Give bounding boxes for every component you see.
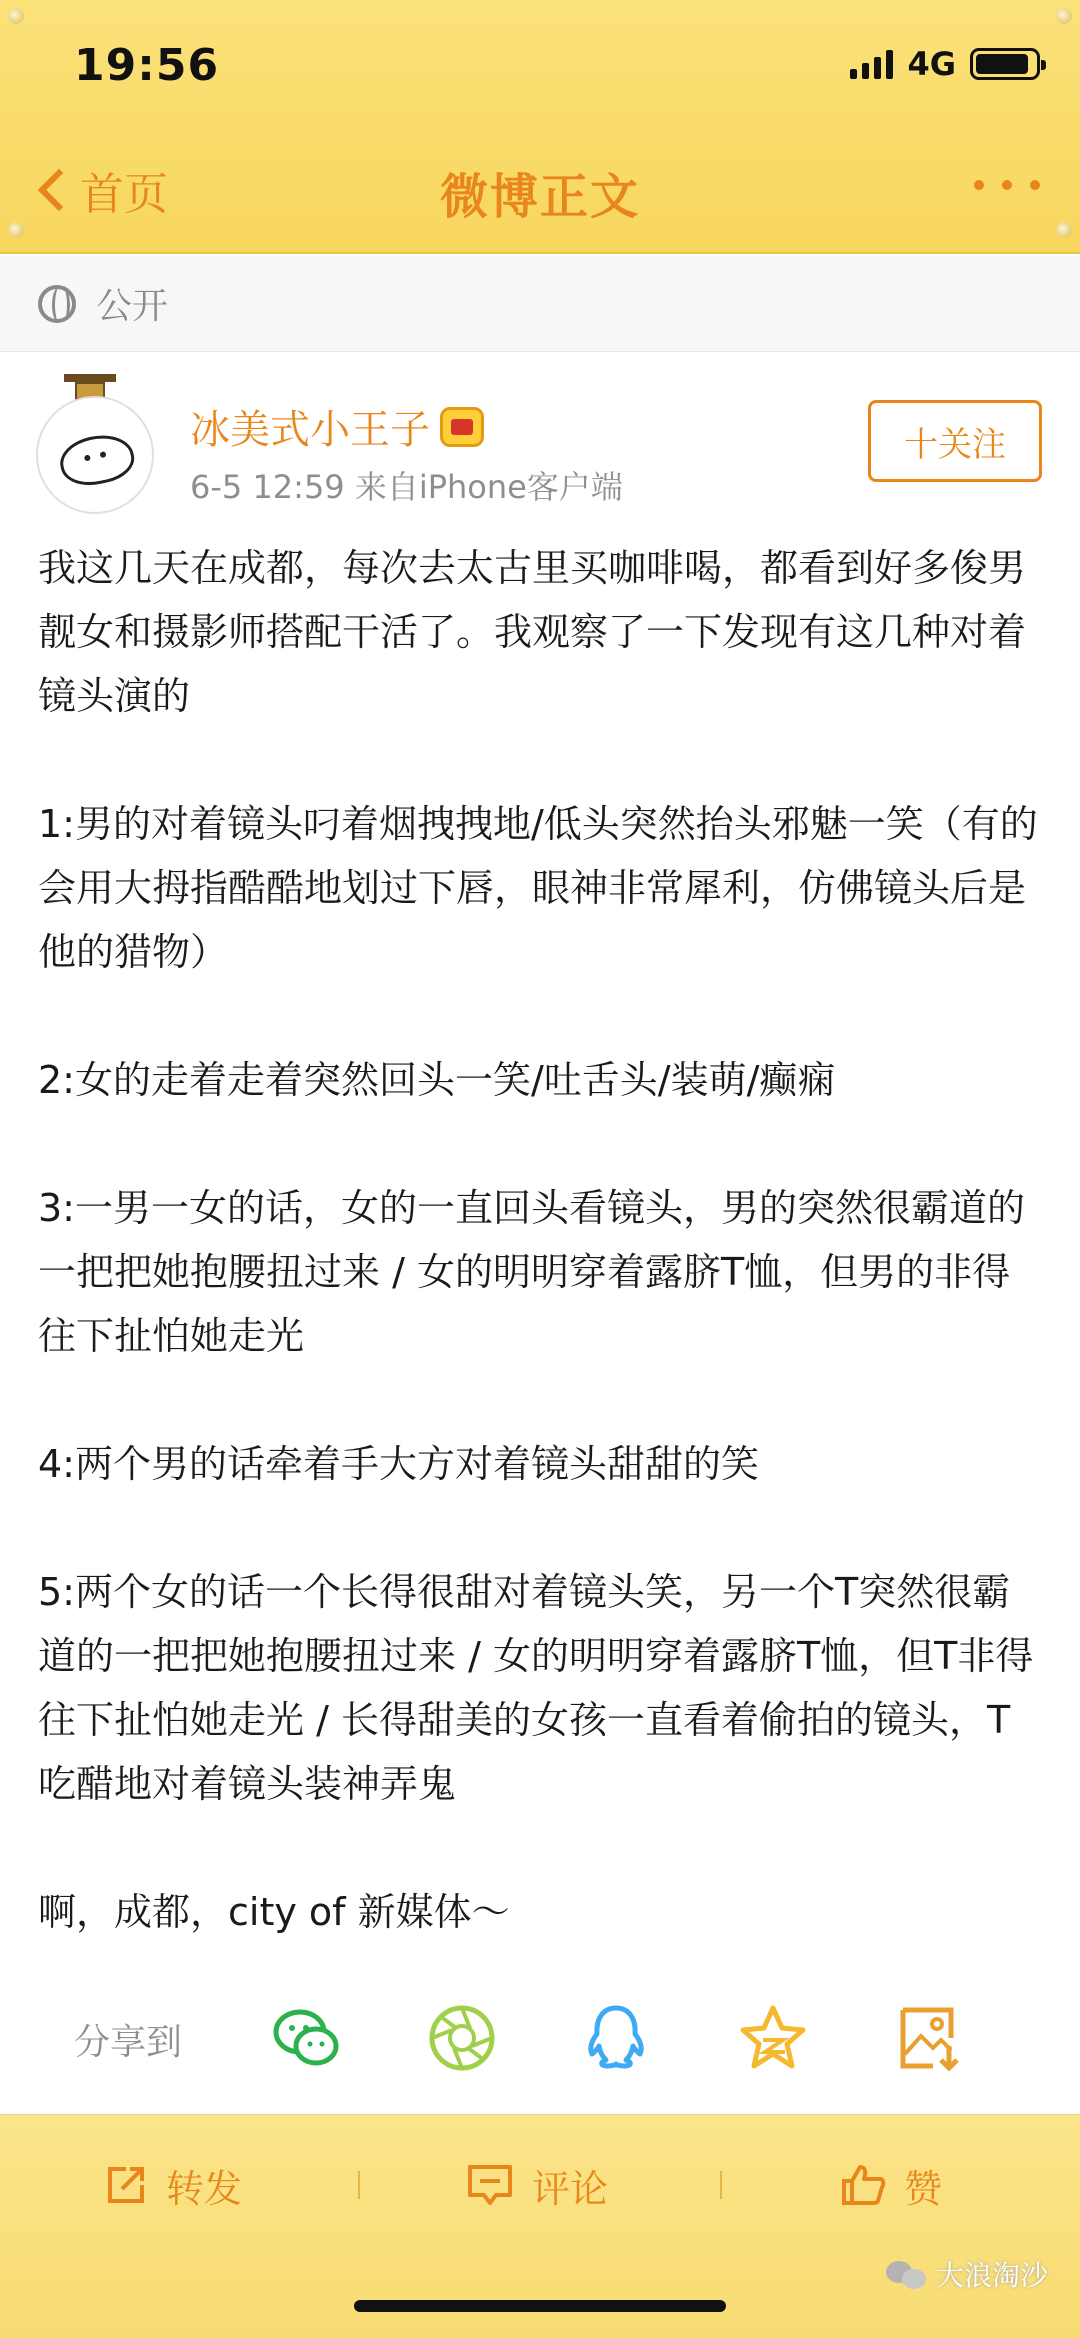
comment-icon — [466, 2163, 514, 2207]
wechat-official-icon — [886, 2257, 926, 2291]
repost-button[interactable] — [104, 2153, 242, 2217]
author-name[interactable]: 冰美式小王子 — [190, 407, 430, 453]
more-button[interactable] — [974, 180, 1040, 190]
repost-label: 转发 — [166, 2166, 243, 2211]
follow-button[interactable]: 十关注 — [868, 400, 1042, 482]
rivet-decoration — [8, 8, 24, 24]
save-image-icon[interactable] — [893, 2002, 965, 2074]
avatar-drawing — [56, 429, 138, 491]
qq-icon[interactable] — [580, 2002, 652, 2074]
post-content — [38, 536, 1048, 1944]
post-paragraph: 1:男的对着镜头叼着烟拽拽地/低头突然抬头邪魅一笑（有的会用大拇指酷酷地划过下唇，眼神非常犀利，仿佛镜头后是他的猎物） — [38, 802, 1038, 974]
top-bar — [0, 0, 1080, 254]
watermark-text: 大浪淘沙 — [935, 2259, 1048, 2292]
moments-icon[interactable] — [426, 2002, 498, 2074]
like-button[interactable] — [840, 2153, 942, 2217]
back-label: 首页 — [80, 169, 168, 220]
post-meta: 6-5 12:59 来自iPhone客户端 — [190, 468, 623, 506]
vip-crown-icon[interactable] — [440, 407, 484, 447]
qzone-icon[interactable] — [737, 2002, 809, 2074]
share-row — [0, 1990, 1080, 2086]
post-paragraph: 2:女的走着走着突然回头一笑/吐舌头/装萌/癫痫 — [38, 1058, 836, 1102]
comment-label: 评论 — [532, 2166, 609, 2211]
post-paragraph: 5:两个女的话一个长得很甜对着镜头笑，另一个T突然很霸道的一把把她抱腰扭过来 / 女的明明穿着露脐T恤，但T非得往下扯怕她走光 / 长得甜美的女孩一直看着偷拍的镜头，T吃醋地对着镜头装神弄鬼 — [38, 1570, 1034, 1806]
network-type: 4G — [907, 45, 956, 83]
status-time: 19:56 — [74, 40, 220, 91]
home-indicator[interactable] — [354, 2300, 726, 2312]
globe-icon — [38, 285, 76, 323]
repost-icon — [104, 2163, 148, 2207]
post-paragraph: 啊，成都，city of 新媒体～ — [38, 1890, 510, 1934]
visibility-label: 公开 — [96, 286, 169, 327]
signal-icon — [850, 49, 893, 79]
thumbs-up-icon — [840, 2163, 886, 2207]
more-dot — [1030, 180, 1040, 190]
divider — [720, 2171, 722, 2199]
status-indicators — [850, 44, 1040, 84]
battery-icon — [970, 48, 1040, 80]
wechat-icon[interactable] — [270, 2002, 342, 2074]
post-paragraph: 我这几天在成都，每次去太古里买咖啡喝，都看到好多俊男靓女和摄影师搭配干活了。我观察了一下发现有这几种对着镜头演的 — [38, 546, 1027, 718]
post-paragraph: 3:一男一女的话，女的一直回头看镜头，男的突然很霸道的一把把她抱腰扭过来 / 女的明明穿着露脐T恤，但男的非得往下扯怕她走光 — [38, 1186, 1025, 1358]
more-dot — [974, 180, 984, 190]
share-label: 分享到 — [74, 2022, 183, 2063]
page-title: 微博正文 — [439, 169, 640, 225]
more-dot — [1002, 180, 1012, 190]
divider — [358, 2171, 360, 2199]
author-name-row — [190, 398, 484, 455]
post-paragraph: 4:两个男的话牵着手大方对着镜头甜甜的笑 — [38, 1442, 759, 1486]
like-label: 赞 — [904, 2166, 943, 2211]
visibility-row — [0, 256, 1080, 352]
comment-button[interactable] — [466, 2153, 608, 2217]
rivet-decoration — [1056, 8, 1072, 24]
watermark — [886, 2254, 1048, 2294]
avatar[interactable] — [36, 396, 154, 514]
